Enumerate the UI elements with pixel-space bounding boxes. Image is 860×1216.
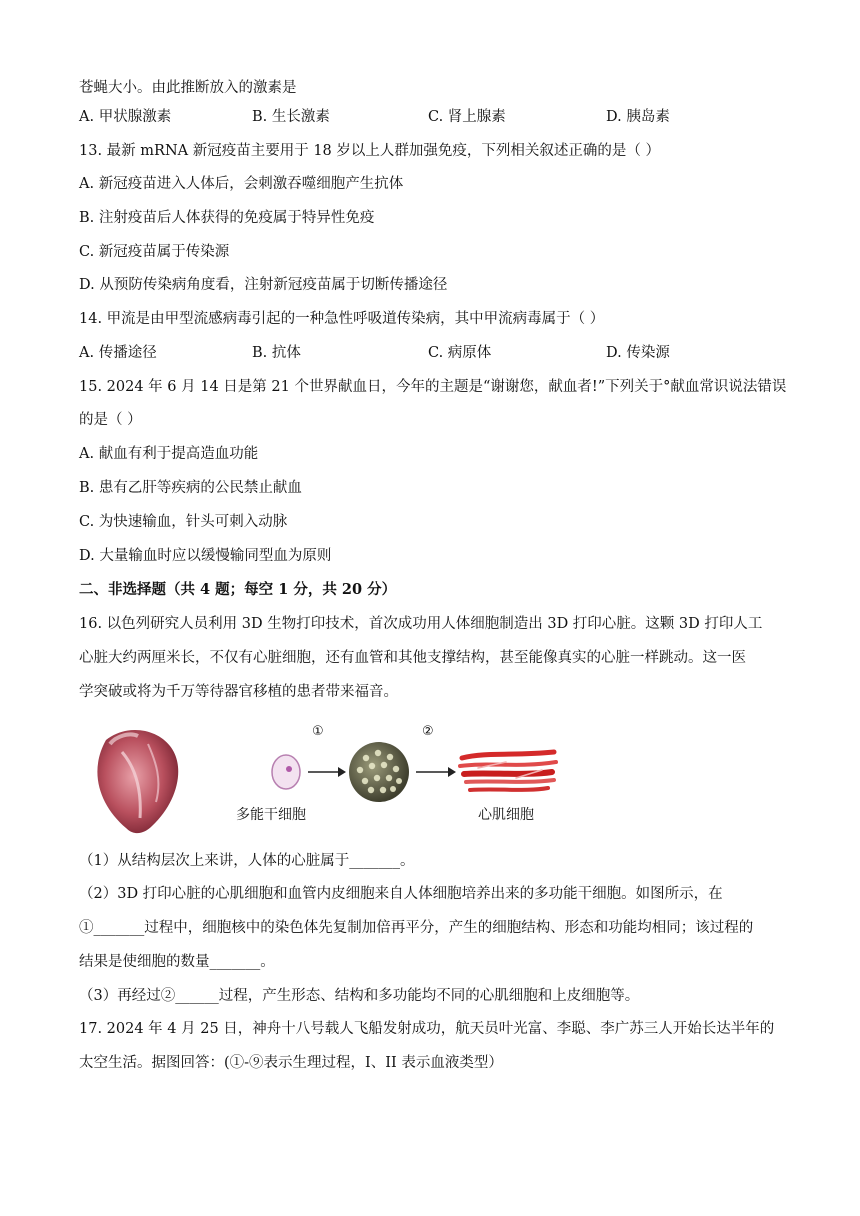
q12-stem-tail: 苍蝇大小。由此推断放入的激素是 — [79, 80, 297, 96]
q13-option-b: B. 注射疫苗后人体获得的免疫属于特异性免疫 — [79, 210, 375, 226]
q14-option-a: A. 传播途径 — [79, 345, 157, 361]
q12-option-b: B. 生长激素 — [252, 109, 330, 125]
stem-cell-caption: 多能干细胞 — [236, 807, 306, 823]
q14-option-d: D. 传染源 — [606, 345, 670, 361]
q16-sub2-line2: ①_______过程中，细胞核中的染色体先复制加倍再平分，产生的细胞结构、形态和功能均相同；该过程的 — [79, 920, 754, 936]
q12-option-a: A. 甲状腺激素 — [79, 109, 172, 125]
q15-stem-line1: 15. 2024 年 6 月 14 日是第 21 个世界献血日，今年的主题是“谢谢您，献血者!”下列关于°献血常识说法错误 — [79, 379, 787, 395]
cell-cluster-icon — [349, 742, 409, 802]
q16-stem-line3: 学突破或将为千万等待器官移植的患者带来福音。 — [79, 684, 398, 700]
q14-option-c: C. 病原体 — [428, 345, 492, 361]
q16-sub2-line3: 结果是使细胞的数量_______。 — [79, 954, 275, 970]
muscle-cells-icon — [460, 752, 556, 790]
q15-option-a: A. 献血有利于提高造血功能 — [79, 446, 259, 462]
q17-stem-line2: 太空生活。据图回答：(①-⑨表示生理过程，I、II 表示血液类型） — [79, 1055, 503, 1071]
q16-sub2-line1: （2）3D 打印心脏的心肌细胞和血管内皮细胞来自人体细胞培养出来的多功能干细胞。如图所示，在 — [79, 886, 723, 902]
process-2-label: ② — [422, 724, 434, 739]
arrow-2-icon — [416, 767, 456, 777]
q12-option-c: C. 肾上腺素 — [428, 109, 506, 125]
q12-option-d: D. 胰岛素 — [606, 109, 670, 125]
q13-option-c: C. 新冠疫苗属于传染源 — [79, 244, 230, 260]
q15-option-b: B. 患有乙肝等疾病的公民禁止献血 — [79, 480, 302, 496]
q17-stem-line1: 17. 2024 年 4 月 25 日，神舟十八号载人飞船发射成功，航天员叶光富、李聪、李广苏三人开始长达半年的 — [79, 1021, 775, 1037]
q15-option-d: D. 大量输血时应以缓慢输同型血为原则 — [79, 548, 332, 564]
process-1-label: ① — [312, 724, 324, 739]
q16-stem-line2: 心脏大约两厘米长，不仅有心脏细胞，还有血管和其他支撑结构，甚至能像真实的心脏一样跳动。这一医 — [79, 650, 746, 666]
muscle-cell-caption: 心肌细胞 — [478, 807, 534, 823]
q13-option-d: D. 从预防传染病角度看，注射新冠疫苗属于切断传播途径 — [79, 277, 448, 293]
section-heading: 二、非选择题（共 4 题；每空 1 分，共 20 分） — [79, 581, 397, 598]
q16-sub3: （3）再经过②______过程，产生形态、结构和多功能均不同的心肌细胞和上皮细胞等。 — [79, 988, 640, 1004]
q14-stem: 14. 甲流是由甲型流感病毒引起的一种急性呼吸道传染病，其中甲流病毒属于（ ） — [79, 311, 605, 327]
q13-stem: 13. 最新 mRNA 新冠疫苗主要用于 18 岁以上人群加强免疫，下列相关叙述正确的是（ ） — [79, 143, 660, 159]
q15-stem-line2: 的是（ ） — [79, 412, 142, 428]
q15-option-c: C. 为快速输血，针头可刺入动脉 — [79, 514, 288, 530]
q14-option-b: B. 抗体 — [252, 345, 301, 361]
q16-stem-line1: 16. 以色列研究人员利用 3D 生物打印技术，首次成功用人体细胞制造出 3D 打印心脏。这颗 3D 打印人工 — [79, 616, 763, 632]
q13-option-a: A. 新冠疫苗进入人体后，会刺激吞噬细胞产生抗体 — [79, 176, 404, 192]
arrow-1-icon — [308, 767, 346, 777]
heart-cell-figure — [86, 722, 566, 838]
heart-image — [97, 730, 178, 833]
q16-sub1: （1）从结构层次上来讲，人体的心脏属于_______。 — [79, 853, 415, 869]
stem-cell-icon — [272, 755, 300, 789]
